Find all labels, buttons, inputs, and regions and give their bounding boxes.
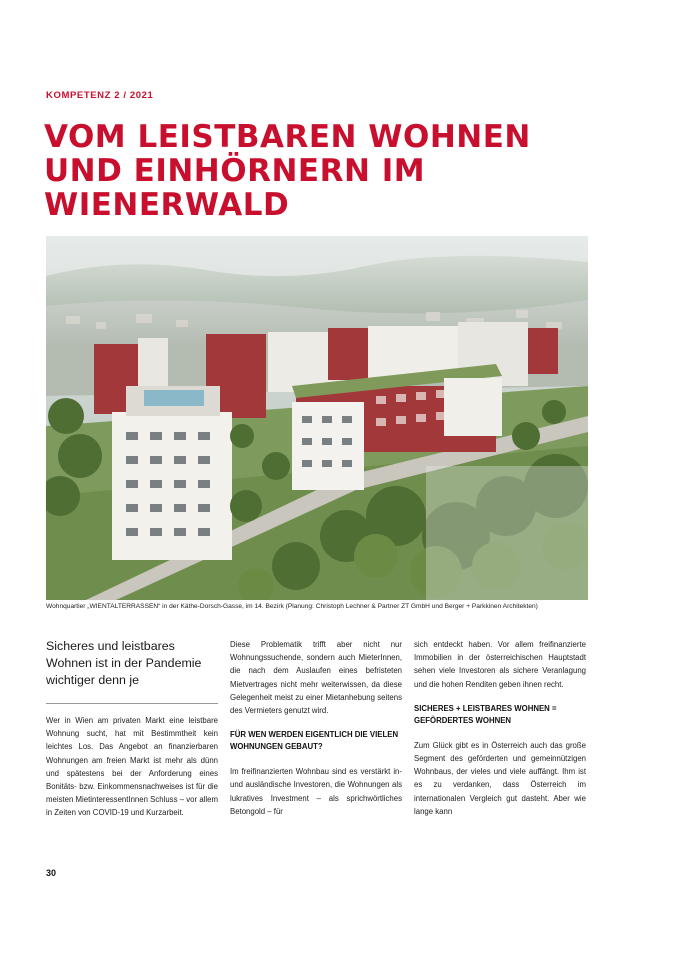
aerial-housing-illustration: [46, 236, 588, 600]
page-number: 30: [46, 868, 57, 878]
image-caption: Wohnquartier „WIENTALTERRASSEN“ in der Käthe-Dorsch-Gasse, im 14. Bezirk (Planung: Christoph Lechner & Partner ZT GmbH und Berger + Parkkinen Architekten): [46, 603, 538, 610]
column-3: [414, 638, 586, 818]
article-title: [44, 120, 604, 222]
column-3-subheading: SICHERES + LEISTBARES WOHNEN = GEFÖRDERTES WOHNEN: [414, 703, 557, 725]
lead-text: Sicheres und leistbares Wohnen ist in der Pandemie wichtiger denn je: [46, 639, 202, 687]
issue-kicker: KOMPETENZ 2 / 2021: [46, 90, 154, 101]
column-3-paragraph-2: Zum Glück gibt es in Österreich auch das große Segment des geförderten und gemeinnützigen Wohnbaus, der vieles und viele auffängt. Ihm ist es zu verdanken, dass Österreich im internationalen Vergleich gut dasteht. Aber wie lange kann: [414, 740, 586, 816]
title-line-2: UND EINHÖRNERN IM: [44, 153, 426, 189]
column-2: [230, 638, 402, 818]
column-2-subheading: FÜR WEN WERDEN EIGENTLICH DIE VIELEN WOHNUNGEN GEBAUT?: [230, 730, 399, 752]
housing-rendering-image: [46, 236, 588, 600]
column-3-paragraph-1: sich entdeckt haben. Vor allem freifinanzierte Immobilien in der österreichischen Hauptstadt sehen viele Investoren als sichere Veranlagung und die hohen Renditen geben ihnen recht.: [414, 640, 586, 689]
column-1-paragraph: Wer in Wien am privaten Markt eine leistbare Wohnung sucht, hat mit Bestimmtheit kein leichtes Los. Das Angebot an finanzierbaren Wohnungen am freien Markt ist mehr als dünn und spätestens bei der Anforderung eines Bonitäts- bzw. Einkommensnachweises ist für die meisten MietinteressentInnen Schluss – vor allem in Zeiten von COVID-19 und Kurzarbeit.: [46, 716, 218, 818]
column-1: [46, 638, 218, 820]
title-line-3: WIENERWALD: [44, 187, 290, 223]
title-line-1: VOM LEISTBAREN WOHNEN: [44, 119, 531, 155]
column-2-paragraph-2: Im freifinanzierten Wohnbau sind es verstärkt in- und ausländische Investoren, die Wohnungen als lukratives Investment – als sprichwörtliches Betongold – für: [230, 767, 402, 816]
lead-divider: [46, 703, 218, 704]
column-2-paragraph-1: Diese Problematik trifft aber nicht nur Wohnungssuchende, sondern auch MieterInnen, die nach dem Auslaufen eines befristeten Mietvertrages nicht mehr weiterwissen, da diese Gelegenheit meist zu einer Mietanhebung seitens des Vermieters genutzt wird.: [230, 640, 402, 716]
